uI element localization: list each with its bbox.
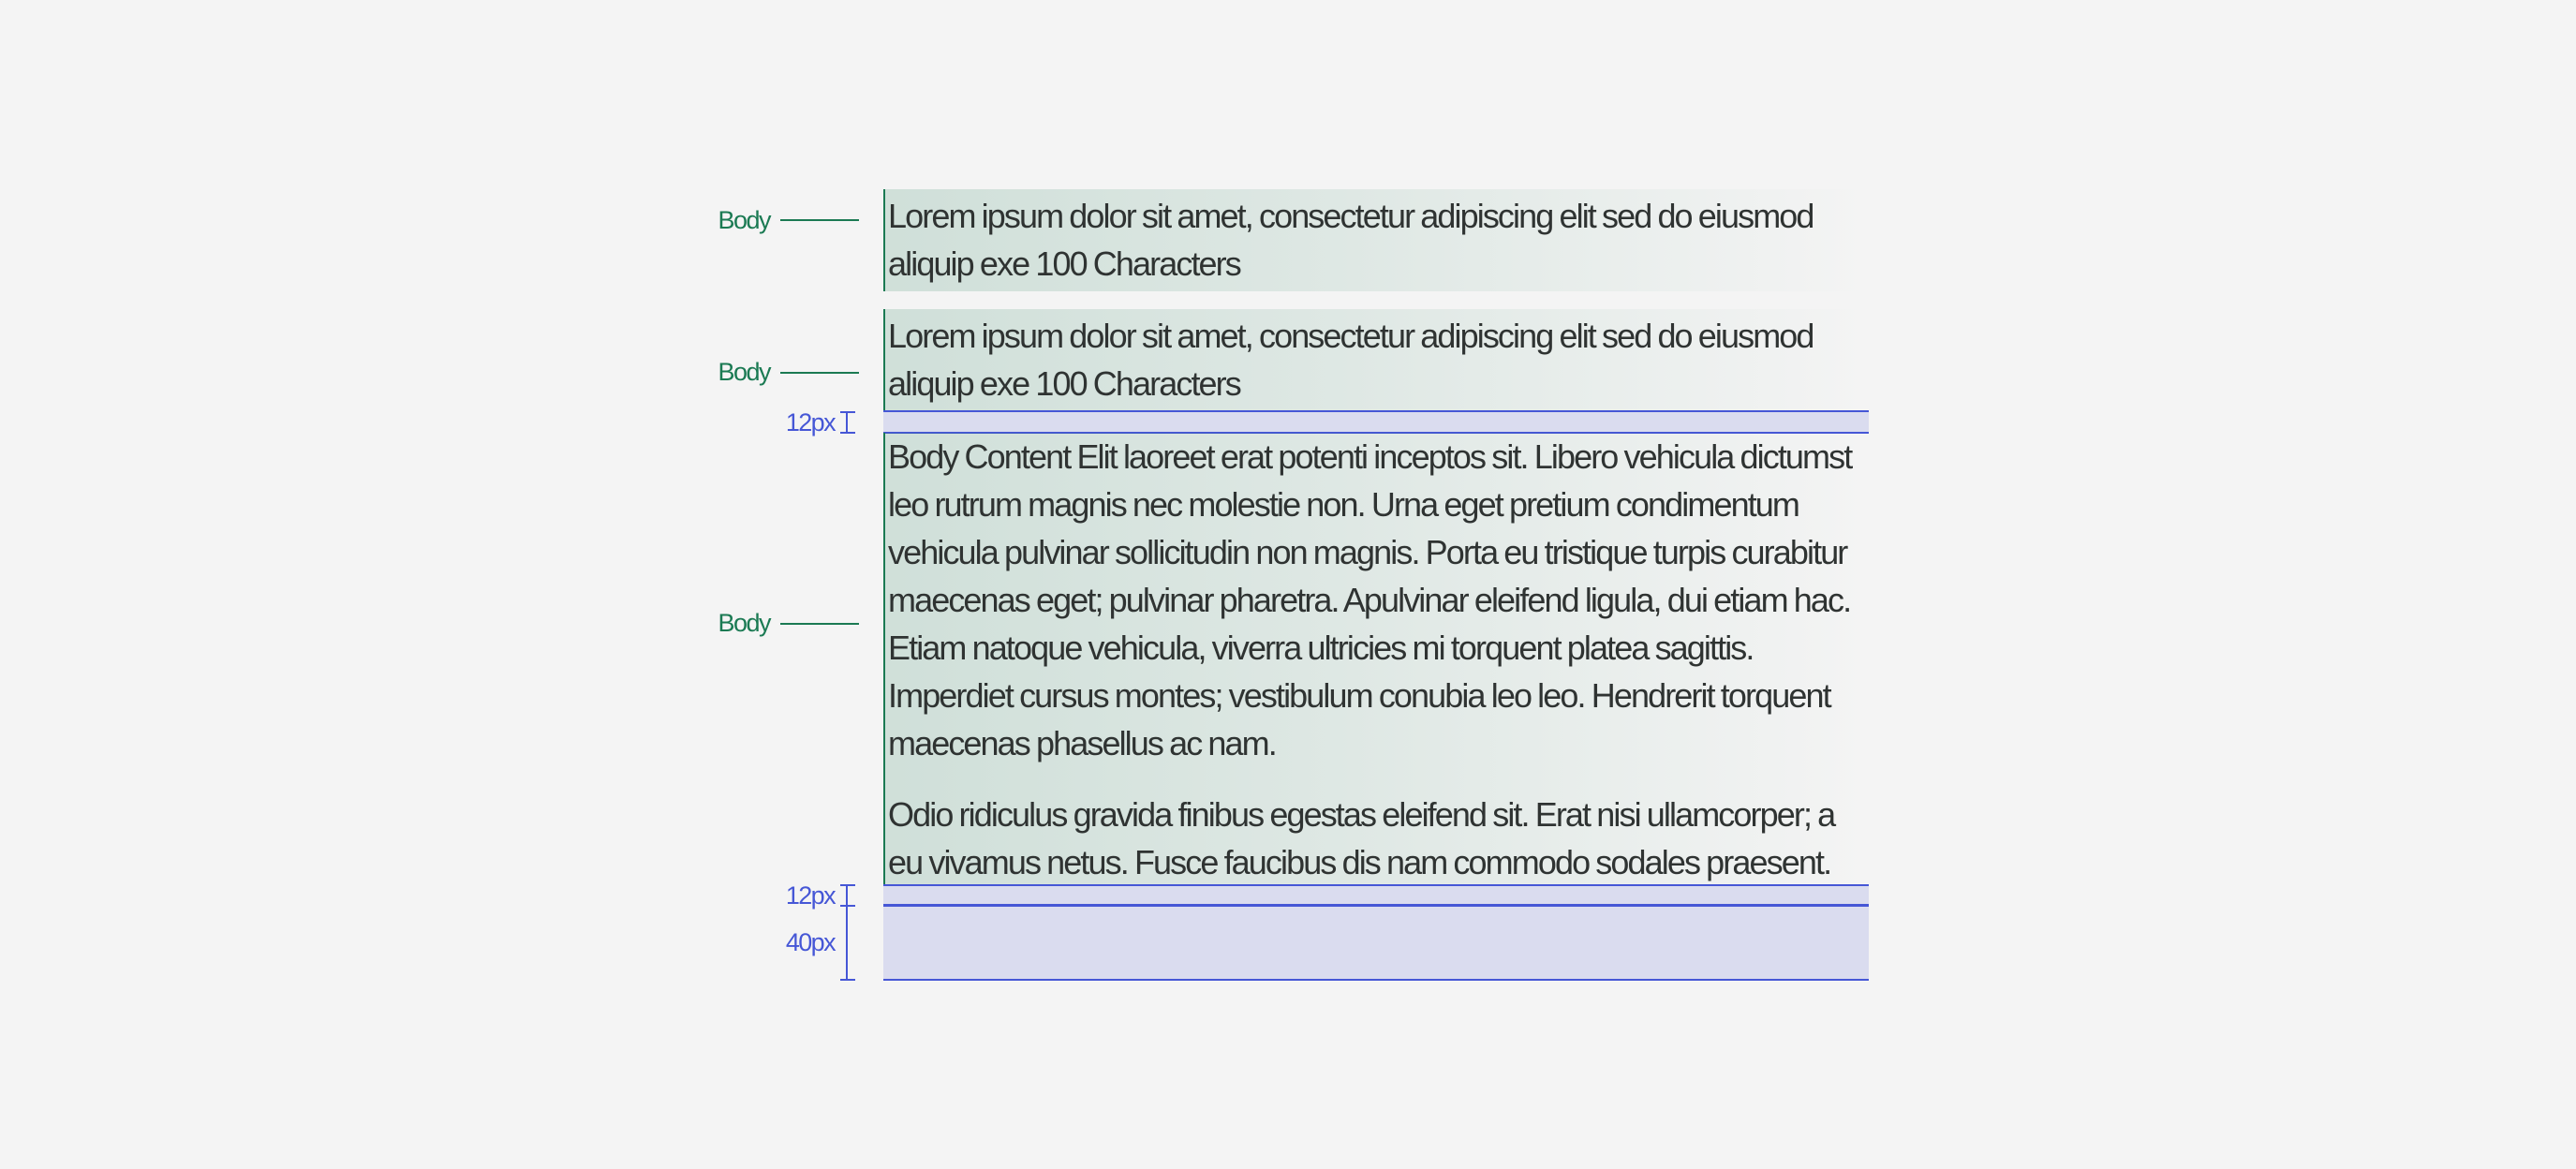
body-paragraph-1-line-3: vehicula pulvinar sollicitudin non magnis. Porta eu tristique turpis curabitur (888, 533, 1847, 571)
spacing-band-40px (883, 904, 1869, 981)
body-paragraph-1-line-2: leo rutrum magnis nec molestie non. Urna eget pretium condimentum (888, 485, 1799, 524)
body-block-3 (883, 433, 1869, 886)
body-paragraph-2-line-1: Odio ridiculus gravida finibus egestas eleifend sit. Erat nisi ullamcorper; a (888, 795, 1835, 834)
body-paragraph-2-line-2: eu vivamus netus. Fusce faucibus dis nam commodo sodales praesent. (888, 843, 1831, 881)
body-block-2-line-1: Lorem ipsum dolor sit amet, consectetur adipiscing elit sed do eiusmod (888, 317, 1814, 355)
body-paragraph-1-line-6: Imperdiet cursus montes; vestibulum conubia leo leo. Hendrerit torquent (888, 676, 1830, 715)
body-leader-1 (780, 219, 859, 221)
body-label-2: Body (718, 358, 770, 386)
body-block-1-line-2: aliquip exe 100 Characters (888, 244, 1240, 283)
body-label-3: Body (718, 609, 770, 637)
spacing-label-40px: 40px (785, 928, 835, 956)
body-paragraph-1-line-4: maecenas eget; pulvinar pharetra. Apulvinar eleifend ligula, dui etiam hac. (888, 581, 1851, 619)
body-block-2 (883, 309, 1869, 411)
spacing-dimension-12px-top (840, 411, 855, 435)
body-paragraph-1-line-7: maecenas phasellus ac nam. (888, 724, 1276, 762)
spacing-dimension-12px-40px (840, 884, 855, 982)
spacing-band-12px-top (883, 410, 1869, 434)
body-block-1 (883, 189, 1869, 291)
body-block-2-line-2: aliquip exe 100 Characters (888, 364, 1240, 403)
body-paragraph-1-line-1: Body Content Elit laoreet erat potenti inceptos sit. Libero vehicula dictumst (888, 437, 1852, 476)
spacing-label-12px-top: 12px (785, 408, 835, 437)
body-leader-3 (780, 623, 859, 625)
body-leader-2 (780, 372, 859, 374)
spacing-label-12px-bottom: 12px (785, 881, 835, 910)
body-label-1: Body (718, 206, 770, 234)
body-paragraph-1-line-5: Etiam natoque vehicula, viverra ultricies mi torquent platea sagittis. (888, 629, 1754, 667)
body-block-1-line-1: Lorem ipsum dolor sit amet, consectetur adipiscing elit sed do eiusmod (888, 197, 1814, 235)
